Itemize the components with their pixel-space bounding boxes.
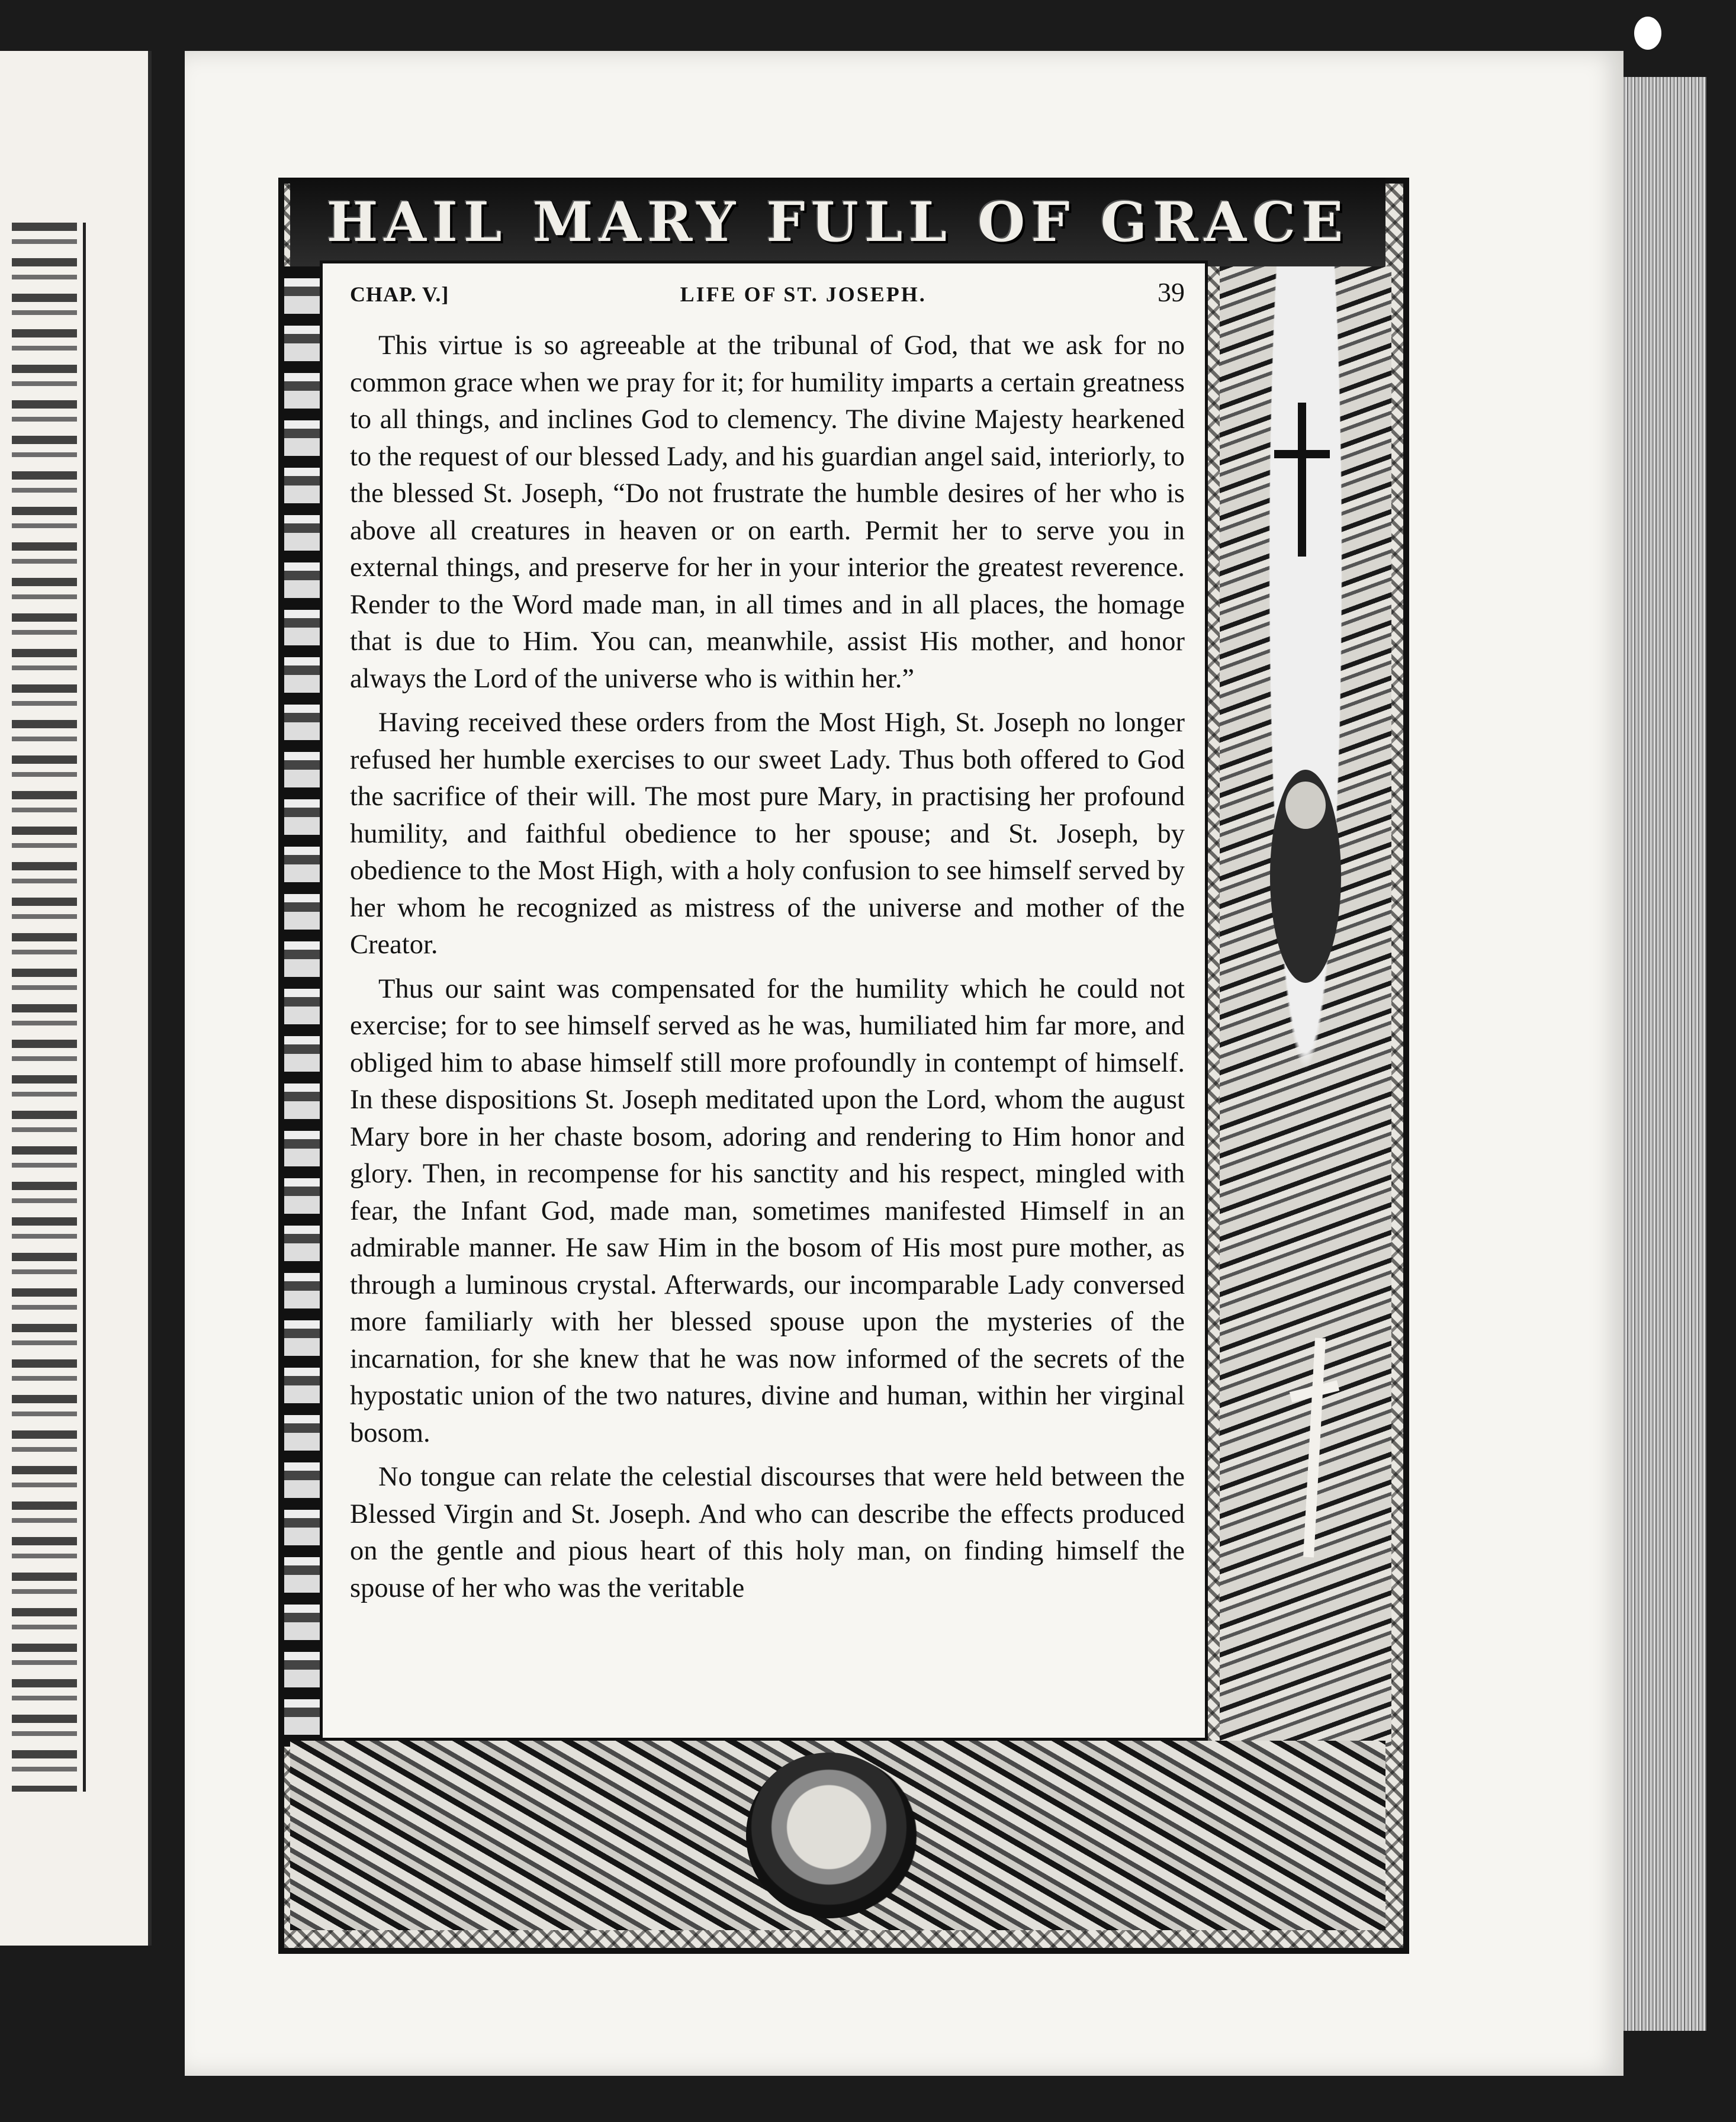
facing-page-rule (83, 223, 98, 1792)
page-number: 39 (1158, 277, 1185, 307)
running-title: LIFE OF ST. JOSEPH. (680, 282, 927, 306)
paragraph: This virtue is so agreeable at the tribunal of God, that we ask for no common grace when we pray for it; for humility imparts a certain greatness to all things, and inclines God to clemency. The divine Majesty hearkened to the request of our blessed Lady, and his guardian angel said, interiorly, to the blessed St. Joseph, “Do not frustrate the humble desires of her who is above all creatures in heaven or on earth. Permit her to serve you in external things, and preserve for her in your interior the greatest reverence. Render to the Word made man, in all times and in all places, the homage that is due to Him. You can, meanwhile, assist His mother, and honor always the Lord of the universe who is within her.” (350, 330, 1185, 694)
facing-page-border (12, 223, 77, 1792)
motto-banner (290, 178, 1385, 266)
madonna-medallion-icon (746, 1753, 912, 1918)
cross-icon (1232, 284, 1380, 1717)
punch-hole (1634, 17, 1661, 50)
facing-page (0, 51, 152, 1946)
chapter-label: CHAP. V.] (350, 282, 449, 306)
left-ornament (284, 266, 320, 1747)
text-panel (320, 261, 1208, 1741)
paragraph: Having received these orders from the Most High, St. Joseph no longer refused her humble exercises to our sweet Lady. Thus both offered to God the sacrifice of their will. The most pure Mary, in practising her profound humility, and faithful obedience to her spouse; and St. Joseph, by obedience to the Most High, with a holy confusion to see himself served by her whom he recognized as mistress of the universe and mother of the Creator. (350, 708, 1185, 960)
running-head (350, 276, 1185, 327)
paragraph: No tongue can relate the celestial discourses that were held between the Blessed Virgin and St. Joseph. And who can describe the effects produced on the gentle and pious heart of this holy man, on finding himself the spouse of her who was the veritable (350, 1462, 1185, 1603)
page-edges (1624, 77, 1706, 2031)
paragraph: Thus our saint was compensated for the humility which he could not exercise; for to see himself served as he was, humiliated him far more, and obliged him to abase himself still more profoundly in contempt of himself. In these dispositions St. Joseph meditated upon the Lord, whom the august Mary bore in her chaste bosom, adoring and rendering to Him honor and glory. Then, in recompense for his sanctity and his respect, mingled with fear, the Infant God, made man, sometimes manifested Himself in an admirable manner. He saw Him in the bosom of His most pure mother, as through a luminous crystal. Afterwards, our incomparable Lady conversed more familiarly with her blessed spouse upon the mysteries of the incarnation, for she knew that he was now informed of the secrets of the hypostatic union of the two natures, divine and human, within her virginal bosom. (350, 973, 1185, 1448)
motto-text: HAIL MARY FULL OF GRACE (326, 190, 1349, 254)
